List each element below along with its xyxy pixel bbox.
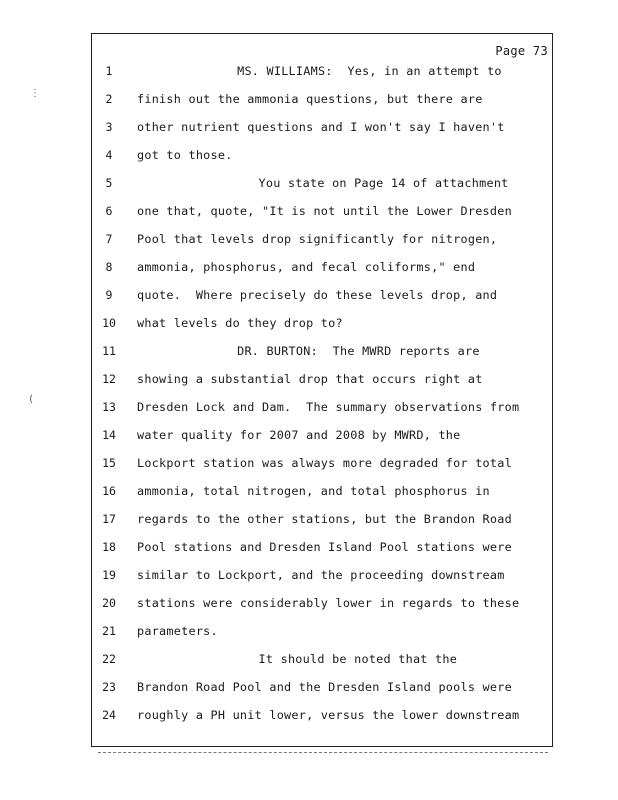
transcript-line	[0, 400, 618, 420]
line-text: DR. BURTON: The MWRD reports are	[237, 344, 480, 358]
transcript-line	[0, 288, 618, 308]
transcript-line	[0, 204, 618, 224]
transcript-line	[0, 316, 618, 336]
line-number: 4	[105, 148, 113, 162]
line-number: 12	[102, 372, 116, 386]
line-text: regards to the other stations, but the Brandon Road	[137, 512, 512, 526]
line-number: 24	[102, 708, 116, 722]
line-number: 3	[105, 120, 113, 134]
line-text: one that, quote, "It is not until the Lower Dresden	[137, 204, 512, 218]
line-text: got to those.	[137, 148, 233, 162]
transcript-line	[0, 176, 618, 196]
transcript-line	[0, 92, 618, 112]
line-text: MS. WILLIAMS: Yes, in an attempt to	[237, 64, 502, 78]
transcript-line	[0, 512, 618, 532]
transcript-line	[0, 260, 618, 280]
line-number: 21	[102, 624, 116, 638]
line-text: roughly a PH unit lower, versus the lower downstream	[137, 708, 520, 722]
line-text: It should be noted that the	[258, 652, 458, 666]
line-text: similar to Lockport, and the proceeding downstream	[137, 568, 505, 582]
line-number: 14	[102, 428, 116, 442]
transcript-line	[0, 344, 618, 364]
line-text: finish out the ammonia questions, but there are	[137, 92, 483, 106]
line-text: Pool that levels drop significantly for nitrogen,	[137, 232, 498, 246]
transcript-line	[0, 568, 618, 588]
transcript-line	[0, 456, 618, 476]
bottom-rule	[98, 752, 548, 753]
line-text: Lockport station was always more degraded for total	[137, 456, 512, 470]
line-number: 18	[102, 540, 116, 554]
line-number: 23	[102, 680, 116, 694]
line-text: Pool stations and Dresden Island Pool stations were	[137, 540, 512, 554]
line-number: 15	[102, 456, 116, 470]
line-number: 22	[102, 652, 116, 666]
line-number: 16	[102, 484, 116, 498]
line-text: ammonia, phosphorus, and fecal coliforms," end	[137, 260, 476, 274]
transcript-line	[0, 120, 618, 140]
line-number: 11	[102, 344, 116, 358]
line-number: 17	[102, 512, 116, 526]
line-number: 13	[102, 400, 116, 414]
line-text: You state on Page 14 of attachment	[258, 176, 509, 190]
transcript-line	[0, 232, 618, 252]
transcript-line	[0, 540, 618, 560]
line-number: 2	[105, 92, 113, 106]
line-number: 6	[105, 204, 113, 218]
line-text: stations were considerably lower in regards to these	[137, 596, 520, 610]
line-text: quote. Where precisely do these levels drop, and	[137, 288, 498, 302]
line-number: 5	[105, 176, 113, 190]
line-text: Brandon Road Pool and the Dresden Island pools were	[137, 680, 512, 694]
transcript-line	[0, 372, 618, 392]
page-number: Page 73	[495, 44, 548, 58]
line-number: 9	[105, 288, 113, 302]
transcript-line	[0, 148, 618, 168]
line-number: 20	[102, 596, 116, 610]
line-number: 19	[102, 568, 116, 582]
transcript-line	[0, 708, 618, 728]
transcript-line	[0, 596, 618, 616]
transcript-line	[0, 680, 618, 700]
transcript-line	[0, 428, 618, 448]
line-number: 1	[105, 64, 113, 78]
line-number: 7	[105, 232, 113, 246]
scan-artifact-mark: (	[28, 394, 35, 405]
line-number: 8	[105, 260, 113, 274]
transcript-line	[0, 624, 618, 644]
line-number: 10	[102, 316, 116, 330]
line-text: ammonia, total nitrogen, and total phosphorus in	[137, 484, 490, 498]
scan-artifact-mark: ⋮	[30, 88, 40, 99]
transcript-line	[0, 64, 618, 84]
line-text: water quality for 2007 and 2008 by MWRD, the	[137, 428, 461, 442]
line-text: parameters.	[137, 624, 218, 638]
line-text: what levels do they drop to?	[137, 316, 343, 330]
line-text: Dresden Lock and Dam. The summary observations from	[137, 400, 520, 414]
transcript-line	[0, 484, 618, 504]
line-text: other nutrient questions and I won't say I haven't	[137, 120, 505, 134]
transcript-line	[0, 652, 618, 672]
line-text: showing a substantial drop that occurs right at	[137, 372, 483, 386]
